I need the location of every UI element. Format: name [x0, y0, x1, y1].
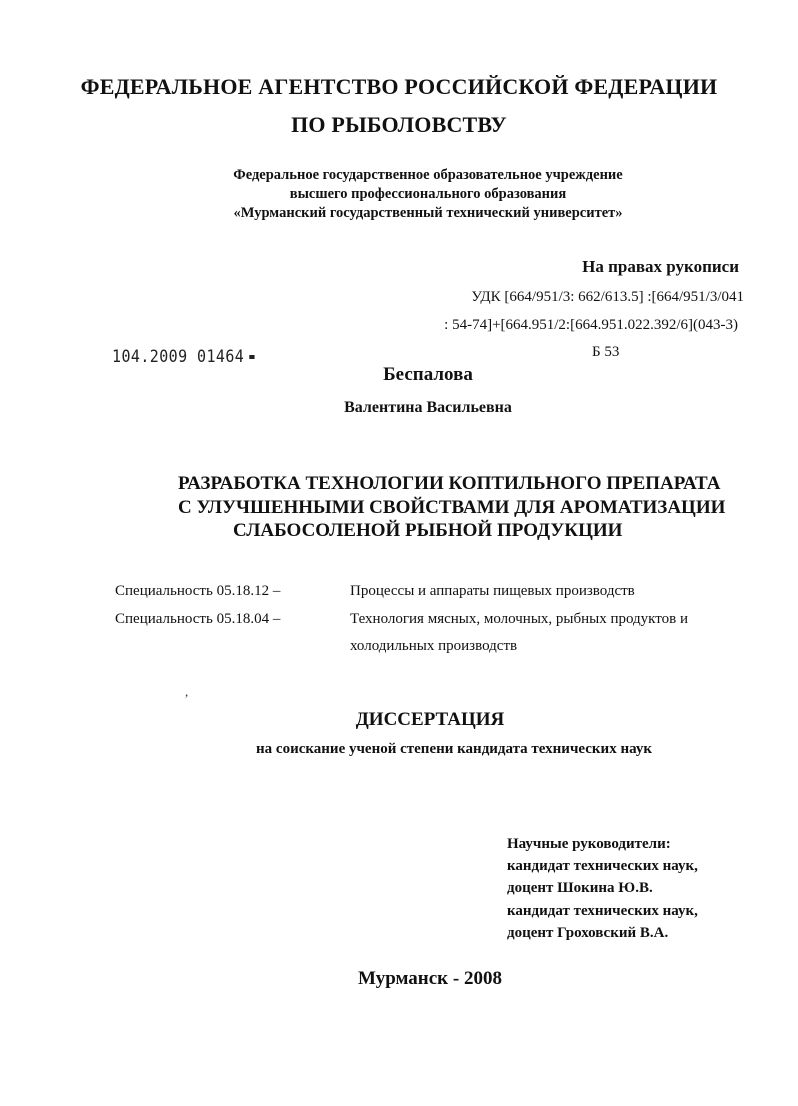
supervisor-line: доцент Шокина Ю.В.: [507, 880, 653, 896]
dissertation-subtitle: на соискание ученой степени кандидата технических наук: [256, 741, 652, 757]
library-code: Б 53: [592, 344, 620, 360]
specialty-code: Специальность 05.18.12 –: [115, 583, 281, 599]
udk-line2: : 54-74]+[664.951/2:[664.951.022.392/6](043-3): [444, 317, 738, 333]
agency-title-line2: ПО РЫБОЛОВСТВУ: [291, 112, 507, 137]
stamp-dot-icon: [250, 355, 255, 359]
institution-line2: высшего профессионального образования: [289, 186, 567, 202]
supervisor-line: кандидат технических наук,: [507, 903, 698, 919]
specialty-name-continued: холодильных производств: [350, 638, 518, 654]
udk-line1: УДК [664/951/3: 662/613.5] :[664/951/3/041: [471, 289, 744, 305]
author-surname: Беспалова: [383, 364, 473, 385]
specialty-name: Процессы и аппараты пищевых производств: [350, 583, 635, 599]
thesis-title-line2: С УЛУЧШЕННЫМИ СВОЙСТВАМИ ДЛЯ АРОМАТИЗАЦИИ: [178, 497, 726, 518]
institution-line1: Федеральное государственное образовательное учреждение: [233, 167, 623, 183]
agency-title-line1: ФЕДЕРАЛЬНОЕ АГЕНТСТВО РОССИЙСКОЙ ФЕДЕРАЦИИ: [80, 74, 718, 99]
supervisor-line: доцент Гроховский В.А.: [507, 925, 669, 941]
thesis-title-line3: СЛАБОСОЛЕНОЙ РЫБНОЙ ПРОДУКЦИИ: [233, 520, 623, 541]
scan-mark: ,: [185, 684, 189, 699]
manuscript-rights: На правах рукописи: [582, 257, 739, 276]
thesis-title-line1: РАЗРАБОТКА ТЕХНОЛОГИИ КОПТИЛЬНОГО ПРЕПАРАТА: [178, 473, 721, 494]
archive-stamp-text: 104.2009 01464: [112, 347, 245, 367]
institution-line3: «Мурманский государственный технический университет»: [233, 205, 623, 221]
specialty-name: Технология мясных, молочных, рыбных продуктов и: [350, 611, 688, 627]
supervisor-line: кандидат технических наук,: [507, 858, 698, 874]
author-name: Валентина Васильевна: [344, 399, 512, 416]
city-year: Мурманск - 2008: [358, 968, 502, 989]
dissertation-heading: ДИССЕРТАЦИЯ: [355, 709, 505, 730]
supervisors-heading: Научные руководители:: [507, 836, 671, 852]
specialty-code: Специальность 05.18.04 –: [115, 611, 281, 627]
